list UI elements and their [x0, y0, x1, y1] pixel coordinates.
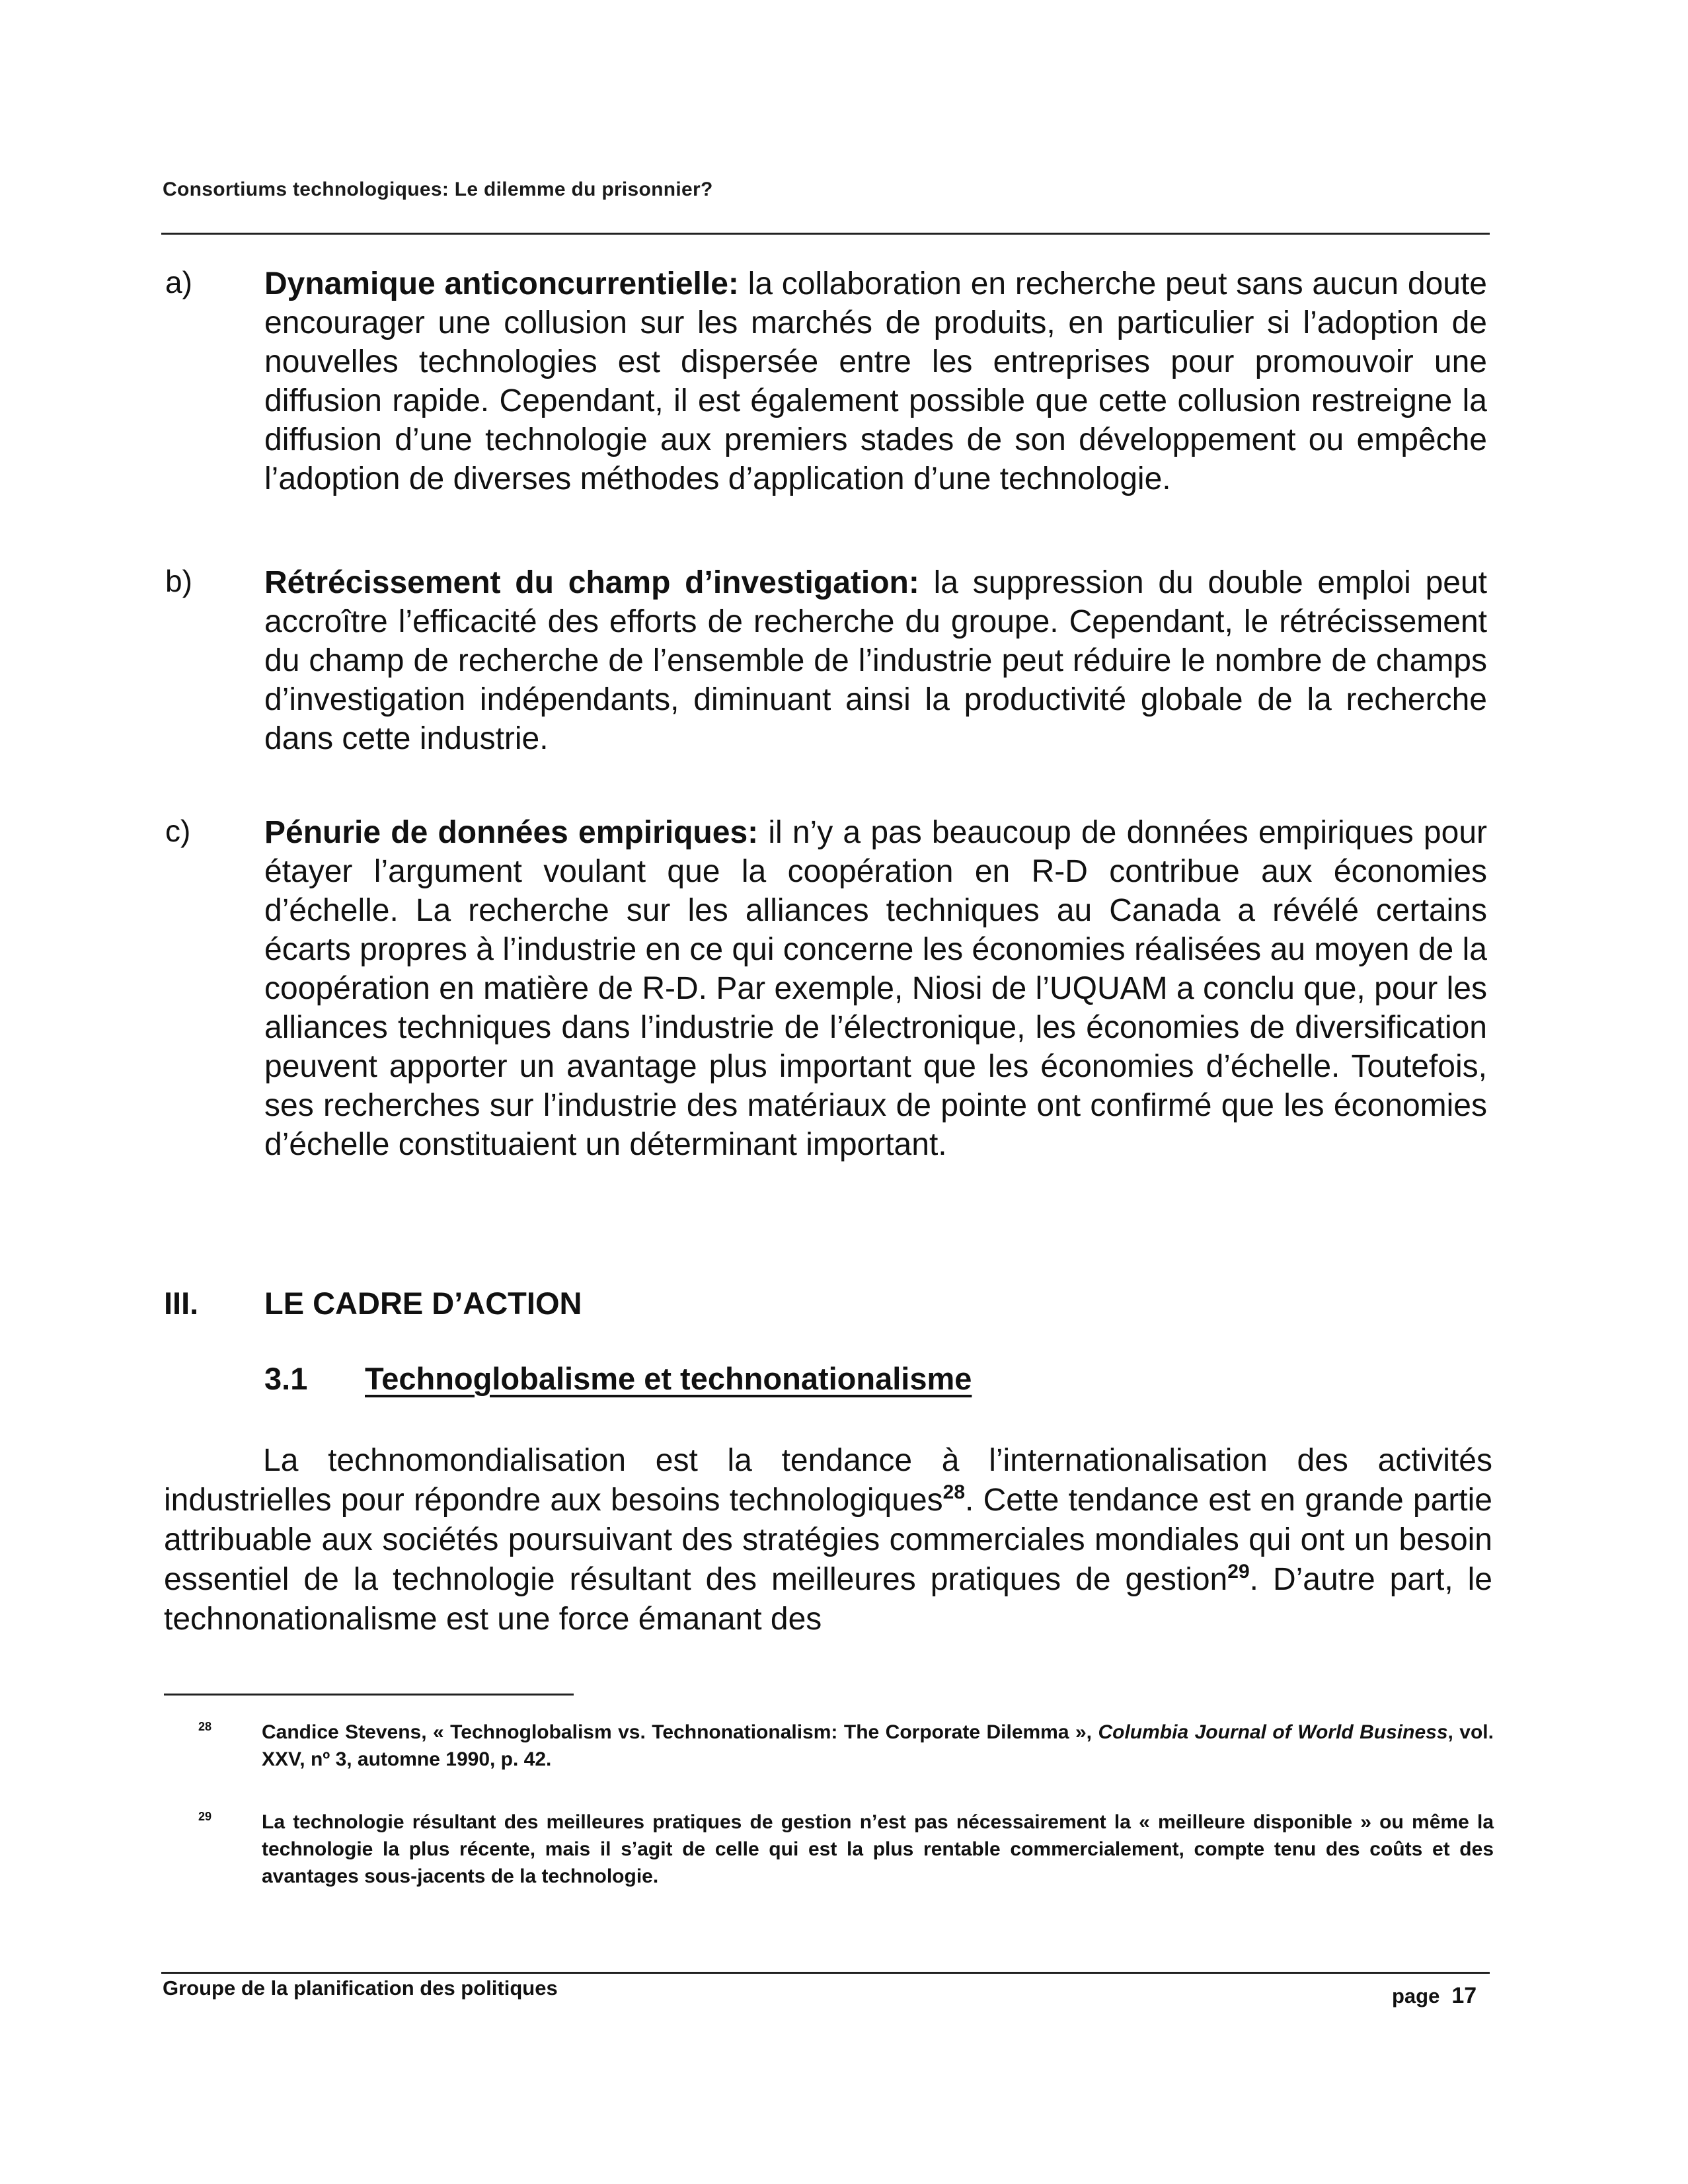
footnote-28 [198, 1719, 1494, 1773]
subsection-number: 3.1 [264, 1361, 308, 1396]
item-body [264, 813, 1487, 1164]
footnote-text-part: Candice Stevens, « Technoglobalism vs. Technonationalism: The Corporate Dilemma », [262, 1721, 1098, 1743]
item-text: il n’y a pas beaucoup de données empiriques pour étayer l’argument voulant que la coopération en R-D contribue aux économies d’échelle. La recherche sur les alliances techniques au Canada a révélé certains écarts propres à l’industrie en ce qui concerne les économies réalisées au moyen de la coopération en matière de R-D. Par exemple, Niosi de l’UQUAM a conclu que, pour les alliances techniques dans l’industrie de l’électronique, les économies de diversification peuvent apporter un avantage plus important que les économies d’échelle. Toutefois, ses recherches sur l’industrie des matériaux de pointe ont confirmé que les économies d’échelle constituaient un déterminant important. [264, 815, 1487, 1162]
item-term: Dynamique anticoncurrentielle: [264, 266, 739, 301]
list-item-b [165, 563, 1494, 758]
footnote-journal-title: Columbia Journal of World Business [1098, 1721, 1448, 1743]
footer-page [1392, 1983, 1477, 2009]
footnote-text-part: , vol. XXV, nº 3, automne 1990, p. 42. [262, 1721, 1494, 1770]
section-number: III. [164, 1286, 199, 1321]
paragraph-text: . Cette tendance est en grande partie attribuable aux sociétés poursuivant des stratégies commerciales mondiales qui ont un besoin essentiel de la technologie résultant des meilleures pratiques de gestion [164, 1483, 1492, 1597]
footnote-number: 29 [198, 1810, 212, 1823]
footnote-rule [164, 1694, 574, 1696]
footnote-text [262, 1719, 1494, 1773]
item-term: Pénurie de données empiriques: [264, 815, 759, 850]
item-letter: a) [165, 265, 192, 299]
page-label: page [1392, 1984, 1440, 2008]
footer-organization: Groupe de la planification des politiques [163, 1976, 558, 2000]
list-item-c [165, 813, 1494, 1164]
body-paragraph [164, 1441, 1492, 1639]
list-item-a [165, 264, 1494, 498]
footnote-29 [198, 1809, 1494, 1890]
footnote-text: La technologie résultant des meilleures pratiques de gestion n’est pas nécessairement la « meilleure disponible » ou même la technologie la plus récente, mais il s’agit de celle qui est la plus rentable commercialement, compte tenu des coûts et des avantages sous-jacents de la technologie. [262, 1811, 1494, 1887]
subsection-title: Technoglobalisme et technonationalisme [365, 1361, 972, 1396]
footer-rule [161, 1972, 1490, 1974]
item-body [264, 264, 1487, 498]
running-header: Consortiums technologiques: Le dilemme du prisonnier? [163, 178, 713, 200]
footnote-ref-28: 28 [942, 1481, 966, 1503]
item-term: Rétrécissement du champ d’investigation: [264, 565, 919, 600]
footnote-ref-29: 29 [1227, 1561, 1250, 1582]
item-text: la suppression du double emploi peut accroître l’efficacité des efforts de recherche du groupe. Cependant, le rétrécissement du champ de recherche de l’ensemble de l’industrie peut réduire le nombre de champs d’investigation indépendants, diminuant ainsi la productivité globale de la recherche dans cette industrie. [264, 565, 1487, 756]
item-letter: b) [165, 564, 192, 598]
paragraph-text: . D’autre part, le technonationalisme est une force émanant des [164, 1562, 1493, 1637]
section-title: LE CADRE D’ACTION [264, 1286, 582, 1321]
header-rule [161, 233, 1490, 235]
item-body [264, 563, 1487, 758]
page-number: 17 [1451, 1983, 1477, 2008]
item-letter: c) [165, 814, 191, 848]
paragraph-text: La technomondialisation est la tendance à l’internationalisation des activités industrielles pour répondre aux besoins technologiques [164, 1443, 1492, 1518]
item-text: la collaboration en recherche peut sans aucun doute encourager une collusion sur les marchés de produits, en particulier si l’adoption de nouvelles technologies est dispersée entre les entreprises pour promouvoir une diffusion rapide. Cependant, il est également possible que cette collusion restreigne la diffusion d’une technologie aux premiers stades de son développement ou empêche l’adoption de diverses méthodes d’application d’une technologie. [264, 266, 1487, 496]
footnote-number: 28 [198, 1720, 212, 1733]
